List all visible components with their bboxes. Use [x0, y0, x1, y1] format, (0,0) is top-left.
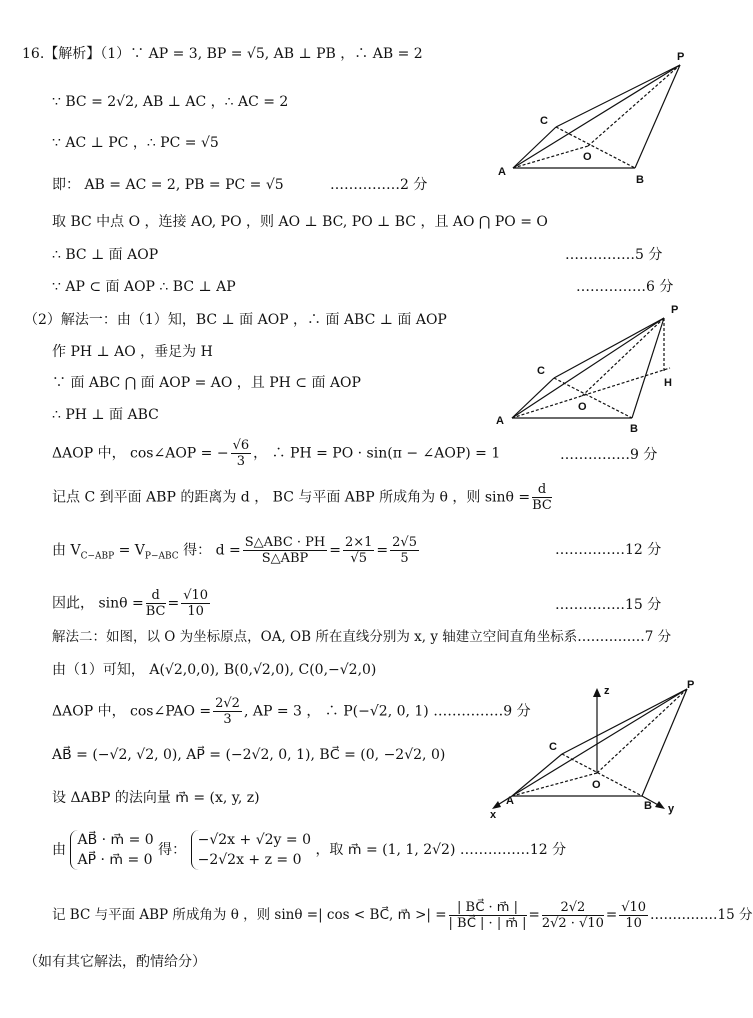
fraction: $\frac{√10}{10}$ — [621, 900, 647, 931]
line-9: 作 PH ⊥ AO ，垂足为 H — [52, 344, 213, 360]
fraction: $\frac{2\times 1}{√5}$ — [344, 535, 373, 566]
line-17: 由（1）可知， A(√2,0,0), B(0,√2,0), C(0,−√2,0) — [52, 662, 377, 678]
fraction: $\frac{√6}{3}$ — [232, 438, 250, 469]
svg-text:B: B — [644, 800, 652, 812]
line-20: 设 ΔABP 的法向量 m⃗ = (x, y, z) — [52, 790, 260, 806]
fraction: $\frac{d}{BC}$ — [145, 588, 166, 619]
svg-text:C: C — [549, 741, 557, 753]
svg-text:A: A — [496, 415, 504, 427]
svg-text:y: y — [668, 803, 675, 815]
score-15: ……………15 分 — [555, 597, 662, 613]
line-16: 解法二：如图，以 O 为坐标原点，OA, OB 所在直线分别为 x, y 轴建立空间直角坐标系……………7 分 — [52, 629, 672, 645]
line-6: ∴ BC ⊥ 面 AOP — [52, 247, 159, 263]
fraction: $\frac{\text{S△ABC · PH}}{\text{S△ABP}}$ — [244, 535, 326, 566]
svg-text:A: A — [506, 795, 514, 807]
pyramid-figure-2 — [490, 298, 700, 438]
svg-text:x: x — [490, 809, 497, 821]
fraction: $\frac{d}{BC}$ — [532, 482, 552, 513]
line-7: ∵ AP ⊂ 面 AOP ∴ BC ⊥ AP — [52, 279, 236, 295]
fraction: $\frac{2√2}{3}$ — [215, 696, 240, 727]
line-4: 即： AB = AC = 2, PB = PC = √5 — [52, 177, 284, 193]
svg-text:z: z — [604, 685, 610, 697]
footnote: （如有其它解法，酌情给分） — [24, 954, 206, 970]
svg-text:A: A — [498, 166, 506, 178]
svg-text:P: P — [677, 51, 685, 63]
line-2: ∵ BC = 2√2, AB ⊥ AC ，∴ AC = 2 — [52, 94, 289, 110]
line-8: （2）解法一：由（1）知，BC ⊥ 面 AOP ，∴ 面 ABC ⊥ 面 AOP — [24, 312, 447, 328]
svg-text:B: B — [636, 174, 644, 186]
line-11: ∴ PH ⊥ 面 ABC — [52, 407, 159, 423]
pyramid-figure-1 — [490, 48, 700, 188]
equation-system: −√2x + √2y = 0 −2√2x + z = 0 — [191, 830, 311, 870]
score-12: ……………12 分 — [555, 542, 662, 558]
line-3: ∵ AC ⊥ PC ，∴ PC = √5 — [52, 135, 219, 151]
svg-text:O: O — [583, 151, 592, 163]
fraction: $\frac{√10}{10}$ — [183, 588, 209, 619]
line-5: 取 BC 中点 O ，连接 AO, PO ，则 AO ⊥ BC, PO ⊥ BC ，且 AO ⋂ PO = O — [52, 214, 548, 230]
line-1: 16.【解析】（1）∵ AP = 3, BP = √5, AB ⊥ PB ，∴ AB = 2 — [22, 46, 423, 62]
coordinate-figure-3 — [482, 676, 702, 826]
fraction: $\frac{| BC⃗ \cdot m⃗ |}{| BC⃗ | \cdot | m⃗ |}$ — [448, 900, 527, 931]
line-18: ΔAOP 中， cos∠PAO = $\frac{2√2}{3}$ , AP = 3 ， ∴ P(−√2, 0, 1) ……………9 分 — [52, 696, 531, 727]
svg-text:H: H — [664, 377, 672, 389]
svg-text:B: B — [630, 423, 638, 435]
score-2: ……………2 分 — [330, 177, 428, 193]
line-19: AB⃗ = (−√2, √2, 0), AP⃗ = (−2√2, 0, 1), BC⃗ = (0, −2√2, 0) — [52, 747, 446, 763]
line-22: 记 BC 与平面 ABP 所成角为 θ ，则 sinθ =| cos < BC⃗, m⃗ >| = $\frac{| BC⃗ \cdot m⃗ |}{| BC⃗ | \cdot | m⃗ |}$ = $\frac{2√2}{2√2 \cdot √10}$ = $\frac{√10}{10}$ ……………15 分 — [52, 900, 753, 931]
svg-text:C: C — [537, 365, 545, 377]
score-9: ……………9 分 — [560, 447, 658, 463]
svg-text:P: P — [671, 304, 679, 316]
score-5: ……………5 分 — [565, 247, 663, 263]
equation-system: AB⃗ · m⃗ = 0 AP⃗ · m⃗ = 0 — [70, 830, 153, 870]
fraction: $\frac{2√5}{5}$ — [392, 535, 417, 566]
line-13: 记点 C 到平面 ABP 的距离为 d ， BC 与平面 ABP 所成角为 θ ，则 sinθ = $\frac{d}{BC}$ — [52, 482, 552, 513]
svg-text:P: P — [687, 679, 695, 691]
svg-text:O: O — [592, 779, 601, 791]
line-10: ∵ 面 ABC ⋂ 面 AOP = AO ，且 PH ⊂ 面 AOP — [52, 375, 361, 391]
line-21: 由 AB⃗ · m⃗ = 0 AP⃗ · m⃗ = 0 得： −√2x + √2y = 0 −2√2x + z = 0 ，取 m⃗ = (1, 1, 2√2) ……………12 分 — [52, 832, 567, 868]
fraction: $\frac{2√2}{2√2 \cdot √10}$ — [541, 900, 604, 931]
line-12: ΔAOP 中， cos∠AOP = − $\frac{√6}{3}$ ， ∴ PH = PO · sin(π − ∠AOP) = 1 — [52, 438, 501, 469]
svg-text:C: C — [540, 115, 548, 127]
svg-text:O: O — [578, 401, 587, 413]
score-6: ……………6 分 — [576, 279, 674, 295]
line-15: 因此， sinθ = $\frac{d}{BC}$ = $\frac{√10}{10}$ — [52, 588, 209, 619]
line-14: 由 $V_{C-ABP} = V_{P-ABC}$ 得： d = $\frac{\text{S△ABC · PH}}{\text{S△ABP}}$ = $\frac{2\times 1}{√5}$ = $\frac{2√5}{5}$ — [52, 535, 417, 566]
